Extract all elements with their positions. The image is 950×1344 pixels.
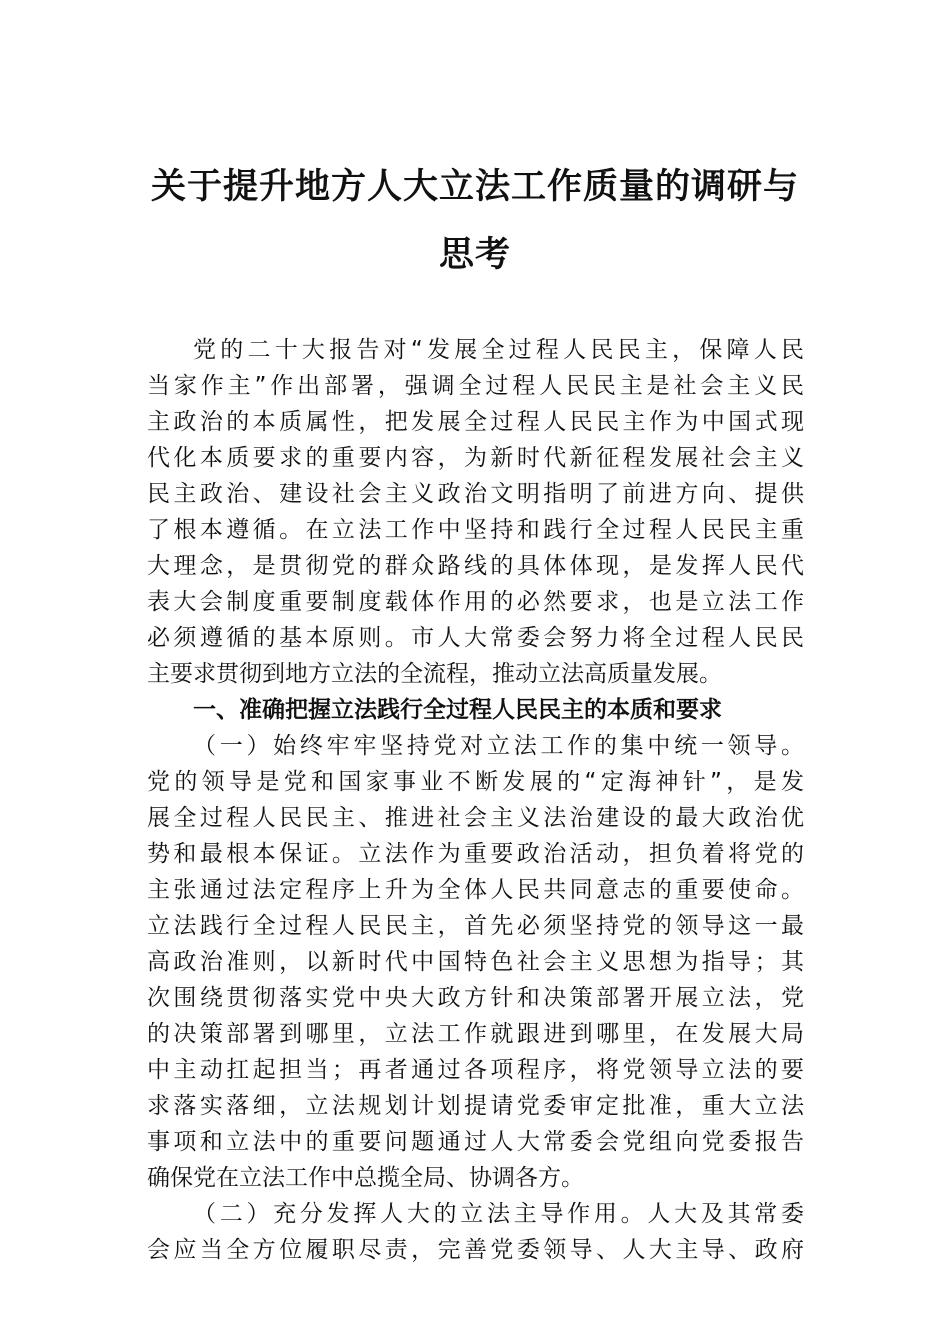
paragraph-line: 主要求贯彻到地方立法的全流程，推动立法高质量发展。 (147, 661, 722, 687)
document-title-line-2: 思考 (438, 234, 511, 275)
paragraph-line: 必须遵循的基本原则。市人大常委会努力将全过程人民民 (147, 625, 804, 651)
paragraph-line: 立法践行全过程人民民主，首先必须坚持党的领导这一最 (147, 913, 804, 939)
subsection-heading-2: （二）充分发挥人大的立法主导作用。人大及其常委 (193, 1201, 804, 1227)
paragraph-line: 当家作主”作出部署，强调全过程人民民主是社会主义民 (147, 373, 804, 399)
paragraph-line: 事项和立法中的重要问题通过人大常委会党组向党委报告 (147, 1129, 804, 1155)
paragraph-line: 的决策部署到哪里，立法工作就跟进到哪里，在发展大局 (147, 1021, 804, 1047)
paragraph-line: 势和最根本保证。立法作为重要政治活动，担负着将党的 (147, 841, 804, 867)
paragraph-line: 党的二十大报告对“发展全过程人民民主，保障人民 (193, 337, 804, 363)
paragraph-line: 代化本质要求的重要内容，为新时代新征程发展社会主义 (147, 445, 804, 471)
paragraph-line: 大理念，是贯彻党的群众路线的具体体现，是发挥人民代 (147, 553, 804, 579)
paragraph-line: 了根本遵循。在立法工作中坚持和践行全过程人民民主重 (147, 517, 804, 543)
paragraph-line: 求落实落细，立法规划计划提请党委审定批准，重大立法 (147, 1093, 804, 1119)
paragraph-line: 展全过程人民民主、推进社会主义法治建设的最大政治优 (147, 805, 804, 831)
paragraph-line: 主政治的本质属性，把发展全过程人民民主作为中国式现 (147, 409, 804, 435)
document-title-line-1: 关于提升地方人大立法工作质量的调研与 (150, 166, 799, 207)
paragraph-line: 民主政治、建设社会主义政治文明指明了前进方向、提供 (147, 481, 804, 507)
paragraph-line: 表大会制度重要制度载体作用的必然要求，也是立法工作 (147, 589, 804, 615)
paragraph-line: 高政治准则，以新时代中国特色社会主义思想为指导；其 (147, 949, 804, 975)
paragraph-line: 主张通过法定程序上升为全体人民共同意志的重要使命。 (147, 877, 804, 903)
paragraph-line: 会应当全方位履职尽责，完善党委领导、人大主导、政府 (147, 1237, 804, 1263)
paragraph-line: 次围绕贯彻落实党中央大政方针和决策部署开展立法，党 (147, 985, 804, 1011)
paragraph-line: 中主动扛起担当；再者通过各项程序，将党领导立法的要 (147, 1057, 804, 1083)
subsection-heading-1: （一）始终牢牢坚持党对立法工作的集中统一领导。 (193, 733, 804, 759)
section-heading-1: 一、准确把握立法践行全过程人民民主的本质和要求 (193, 697, 722, 723)
paragraph-line: 党的领导是党和国家事业不断发展的“定海神针”，是发 (147, 769, 804, 795)
paragraph-line: 确保党在立法工作中总揽全局、协调各方。 (147, 1165, 584, 1191)
